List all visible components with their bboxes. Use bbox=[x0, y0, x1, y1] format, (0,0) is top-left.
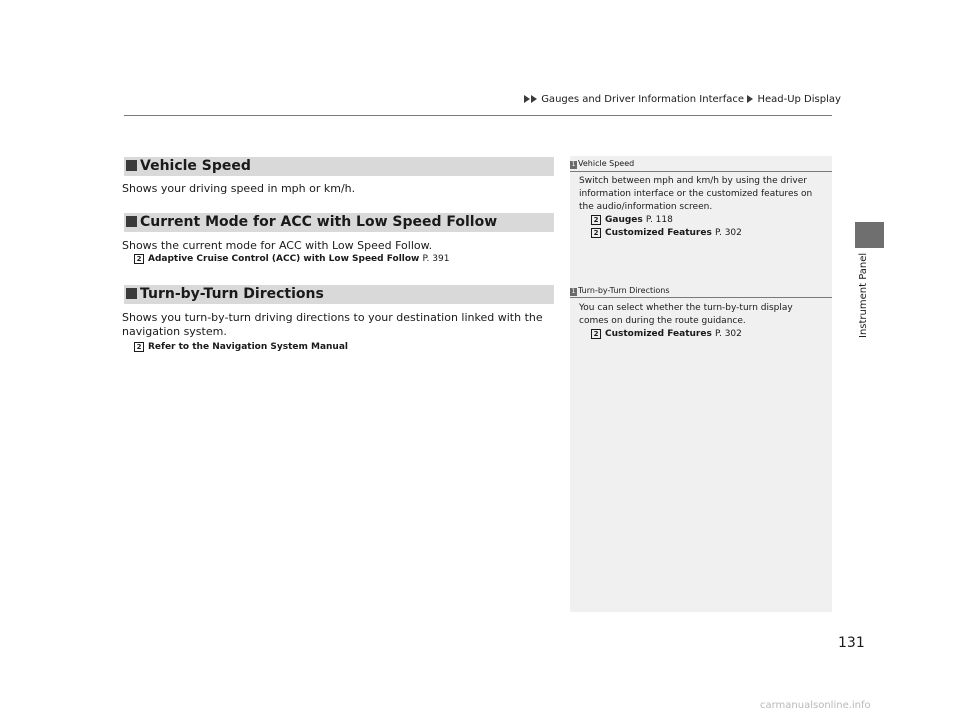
note-title bbox=[570, 159, 634, 169]
note-line: information interface or the customized features on bbox=[579, 189, 813, 199]
reference-page: P. 302 bbox=[714, 228, 742, 238]
section-square-icon bbox=[126, 288, 137, 299]
chapter-tab-marker bbox=[855, 222, 884, 248]
chapter-tab-label bbox=[858, 252, 878, 340]
note-number-icon: 1 bbox=[571, 161, 576, 168]
reference-arrow-icon: 2 bbox=[591, 215, 601, 225]
breadcrumb bbox=[524, 94, 841, 106]
reference-arrow-icon: 2 bbox=[591, 329, 601, 339]
note-body bbox=[579, 302, 793, 341]
section-body-line: navigation system. bbox=[122, 325, 227, 338]
cross-reference-link[interactable] bbox=[134, 254, 449, 264]
reference-text: Gauges bbox=[605, 215, 643, 225]
note-line: Switch between mph and km/h by using the driver bbox=[579, 176, 807, 186]
section-body: Shows your driving speed in mph or km/h. bbox=[122, 182, 356, 195]
note-line: the audio/information screen. bbox=[579, 202, 713, 212]
breadcrumb-arrow-icon bbox=[524, 95, 530, 103]
note-title bbox=[570, 286, 669, 296]
section-title: Current Mode for ACC with Low Speed Follow bbox=[140, 214, 498, 230]
section-square-icon bbox=[126, 160, 137, 171]
note-divider bbox=[570, 171, 832, 172]
section-heading-vehicle-speed bbox=[124, 157, 554, 176]
reference-page: P. 118 bbox=[645, 215, 673, 225]
reference-text: Refer to the Navigation System Manual bbox=[148, 342, 348, 352]
reference-arrow-icon: 2 bbox=[134, 342, 144, 352]
note-body bbox=[579, 175, 812, 240]
watermark: carmanualsonline.info bbox=[760, 700, 871, 711]
note-number-icon: 1 bbox=[571, 288, 576, 295]
section-body-line: Shows you turn-by-turn driving directions to your destination linked with the bbox=[122, 311, 543, 324]
reference-arrow-icon: 2 bbox=[134, 254, 144, 264]
header-divider bbox=[124, 115, 832, 116]
section-heading-acc-mode bbox=[124, 213, 554, 232]
reference-arrow-icon: 2 bbox=[591, 228, 601, 238]
page-number: 131 bbox=[838, 635, 865, 651]
note-title-text: Turn-by-Turn Directions bbox=[578, 286, 670, 295]
note-line: You can select whether the turn-by-turn display bbox=[579, 303, 793, 313]
section-title: Turn-by-Turn Directions bbox=[140, 286, 324, 302]
note-reference-link[interactable] bbox=[579, 227, 812, 240]
breadcrumb-item[interactable]: Head-Up Display bbox=[757, 94, 841, 105]
breadcrumb-item[interactable]: Gauges and Driver Information Interface bbox=[541, 94, 745, 105]
section-body: Shows the current mode for ACC with Low Speed Follow. bbox=[122, 239, 433, 252]
note-title-text: Vehicle Speed bbox=[578, 159, 635, 168]
breadcrumb-arrow-icon bbox=[747, 95, 753, 103]
section-body bbox=[122, 311, 543, 339]
note-divider bbox=[570, 297, 832, 298]
note-reference-link[interactable] bbox=[579, 214, 812, 227]
cross-reference-link[interactable] bbox=[134, 342, 348, 352]
reference-text: Customized Features bbox=[605, 329, 712, 339]
reference-text: Adaptive Cruise Control (ACC) with Low Speed Follow bbox=[148, 254, 420, 264]
chapter-tab-text: Instrument Panel bbox=[858, 252, 869, 338]
section-title: Vehicle Speed bbox=[140, 158, 251, 174]
section-heading-turn-by-turn bbox=[124, 285, 554, 304]
breadcrumb-arrow-icon bbox=[531, 95, 537, 103]
reference-page: P. 391 bbox=[422, 254, 450, 264]
reference-text: Customized Features bbox=[605, 228, 712, 238]
section-square-icon bbox=[126, 216, 137, 227]
reference-page: P. 302 bbox=[714, 329, 742, 339]
note-line: comes on during the route guidance. bbox=[579, 316, 746, 326]
note-reference-link[interactable] bbox=[579, 328, 793, 341]
